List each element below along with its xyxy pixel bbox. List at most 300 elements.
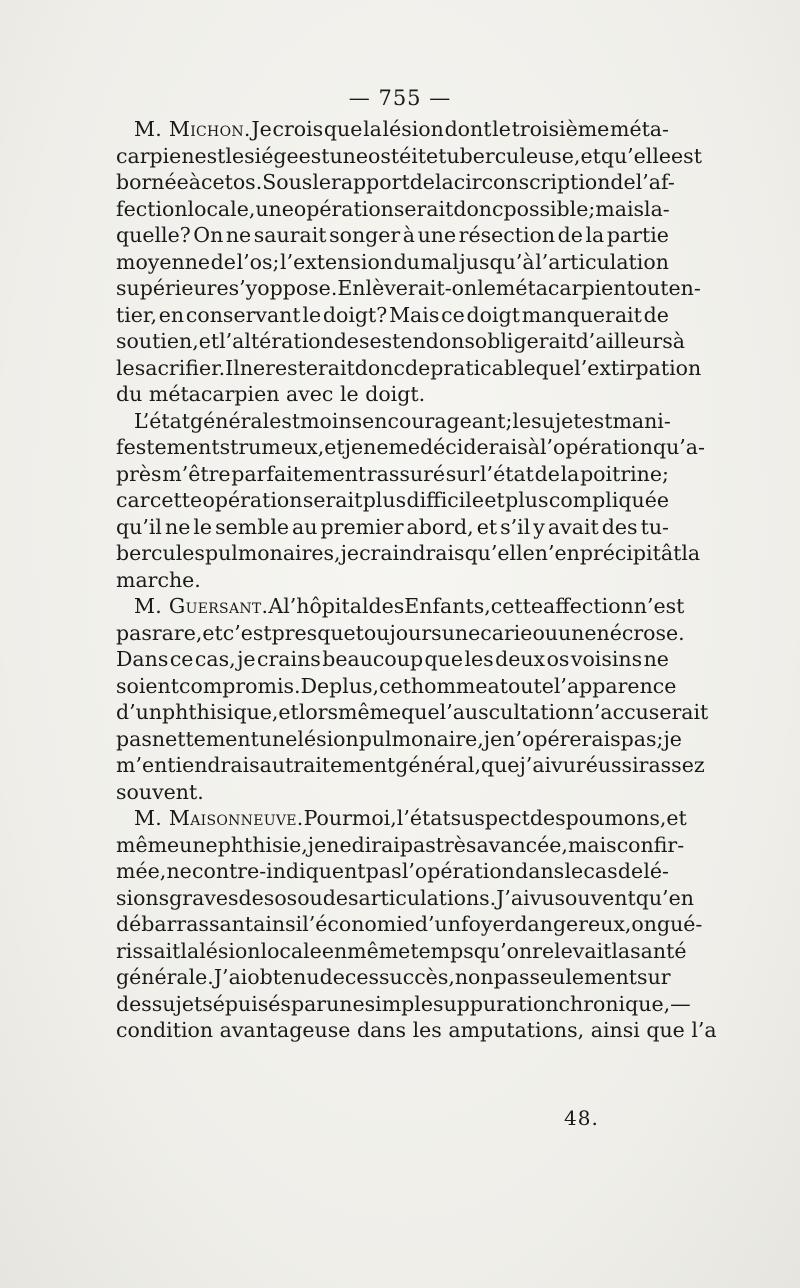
word: doigt. xyxy=(365,382,426,406)
word: foyer xyxy=(460,912,515,936)
text-line xyxy=(116,514,669,541)
word: que xyxy=(424,647,463,671)
word: rapport xyxy=(331,170,410,194)
word: pulmonaires, xyxy=(204,541,341,565)
word: des xyxy=(601,514,638,539)
word: sions xyxy=(116,885,170,910)
word: vu xyxy=(529,885,555,910)
word: m’en xyxy=(116,753,168,777)
text-line xyxy=(116,275,701,302)
text-line xyxy=(116,143,702,170)
word: songer xyxy=(329,223,401,247)
word: On xyxy=(193,223,224,247)
word: l’a xyxy=(691,1018,717,1042)
word: une xyxy=(258,726,298,751)
word: opération xyxy=(202,488,303,512)
word: une xyxy=(417,223,457,247)
word: premier xyxy=(320,514,404,539)
signature-mark: 48. xyxy=(564,1106,599,1130)
word: que xyxy=(646,1018,685,1042)
word: et xyxy=(580,143,601,168)
word: doigt xyxy=(466,302,520,327)
word: à xyxy=(188,170,201,194)
word: une xyxy=(179,832,218,857)
word: très xyxy=(435,832,477,857)
text-line xyxy=(116,540,701,567)
word: une xyxy=(441,620,481,645)
word: l’extension xyxy=(280,249,393,274)
word: l’articulation xyxy=(535,249,669,274)
word: qu’en xyxy=(635,885,694,910)
word: débarrassant xyxy=(116,912,254,936)
word: craindrais xyxy=(359,541,465,565)
word: le xyxy=(512,408,532,433)
word: la xyxy=(611,938,631,963)
text-line xyxy=(116,381,669,408)
word: locale, xyxy=(187,196,256,221)
word: praticable xyxy=(430,355,536,380)
text-line xyxy=(116,196,669,223)
word: plus, xyxy=(329,673,380,698)
word: siége xyxy=(244,143,299,168)
text-line xyxy=(116,487,669,514)
word: je xyxy=(483,726,503,751)
word: à xyxy=(527,435,540,459)
word: des xyxy=(368,594,405,618)
word: car xyxy=(116,488,150,512)
word: que xyxy=(323,117,363,141)
word: l’auscultation xyxy=(439,700,581,724)
word: dans xyxy=(515,859,565,883)
word: s’y xyxy=(228,276,258,300)
word: la xyxy=(180,938,200,963)
word: qu’on xyxy=(473,938,533,963)
word: d’un xyxy=(414,912,461,936)
word: en xyxy=(158,302,185,327)
word: au xyxy=(259,753,286,777)
word: qu’a- xyxy=(652,435,705,459)
text-line xyxy=(116,328,685,355)
word: avancée, xyxy=(476,832,568,857)
word: oppose. xyxy=(257,276,338,300)
word: traitement xyxy=(285,753,396,777)
word: lé- xyxy=(643,859,669,883)
word: donc xyxy=(354,355,405,380)
word: obtenu xyxy=(247,965,320,989)
text-line xyxy=(116,355,702,382)
word: resterait xyxy=(265,355,355,380)
word: strumeux, xyxy=(219,435,325,459)
word: a xyxy=(487,673,500,698)
word: succès, xyxy=(379,965,455,989)
word: souvent xyxy=(554,885,636,910)
word: métacarpien xyxy=(495,276,627,300)
word: tendons xyxy=(392,329,475,353)
word: Dans xyxy=(116,647,169,671)
paragraph xyxy=(116,593,709,805)
word: ne xyxy=(165,514,191,539)
paragraph xyxy=(116,116,702,408)
word: l’apparence xyxy=(553,673,677,698)
word: partie xyxy=(606,223,669,247)
word: l’opération xyxy=(539,435,653,459)
word: le xyxy=(339,382,359,406)
word: Il xyxy=(225,355,240,380)
word: à xyxy=(402,223,415,247)
word: par xyxy=(290,991,327,1016)
word: os xyxy=(274,885,298,910)
word: que xyxy=(535,355,575,380)
word: qu’il xyxy=(116,514,162,539)
text-line xyxy=(116,938,687,965)
word: lors xyxy=(298,700,339,724)
word: général xyxy=(190,408,270,433)
text-line xyxy=(116,593,685,620)
word: avec xyxy=(285,382,334,406)
word: doigt? xyxy=(322,302,388,327)
word: ou xyxy=(532,620,558,645)
word: troisième xyxy=(511,117,610,141)
word: sur xyxy=(637,965,671,989)
word: dans xyxy=(356,1018,407,1042)
word: la xyxy=(585,223,605,247)
word: le xyxy=(193,514,213,539)
word: phthisie, xyxy=(217,832,308,857)
word: poitrine; xyxy=(580,461,669,486)
word: carie xyxy=(480,620,533,645)
word: lésion xyxy=(382,117,444,141)
word: souvent. xyxy=(116,779,204,804)
word: avait xyxy=(547,514,599,539)
word: — xyxy=(670,991,691,1016)
word: Enlèverait-on xyxy=(337,276,478,300)
word: condition xyxy=(116,1018,214,1042)
word: l’état xyxy=(396,806,451,830)
body-text xyxy=(116,116,717,1044)
word: en- xyxy=(668,276,701,300)
word: locale xyxy=(260,938,322,963)
word: les xyxy=(412,1018,442,1042)
word: cet xyxy=(200,170,233,194)
text-line xyxy=(116,779,669,806)
word: nécrose. xyxy=(596,620,685,645)
word: n’opérerais xyxy=(502,726,621,751)
word: obligerait xyxy=(474,329,576,353)
word: A xyxy=(268,594,284,618)
word: ne xyxy=(363,435,389,459)
word: de xyxy=(210,249,236,274)
text-line xyxy=(116,832,685,859)
text-line xyxy=(116,885,694,912)
word: mais xyxy=(595,196,645,221)
paragraph xyxy=(116,805,717,1044)
word: pulmonaire, xyxy=(358,726,484,751)
word: moins xyxy=(300,408,363,433)
word: ne xyxy=(239,355,266,380)
word: De xyxy=(300,673,330,698)
word: articulations. xyxy=(358,885,497,910)
word: plus xyxy=(362,488,407,512)
word: festement xyxy=(116,435,220,459)
word: y xyxy=(533,514,545,539)
word: de xyxy=(333,329,359,353)
word: Mais xyxy=(389,302,440,327)
word: en xyxy=(321,938,348,963)
text-line xyxy=(116,620,685,647)
word: bornée xyxy=(116,170,189,194)
word: que xyxy=(480,753,520,777)
word: et xyxy=(324,435,345,459)
word: même xyxy=(116,832,180,857)
text-line xyxy=(116,858,669,885)
word: Je xyxy=(251,117,272,141)
word: le xyxy=(312,170,332,194)
word: mée, xyxy=(116,859,167,883)
word: qu’elle xyxy=(600,143,672,168)
word: le xyxy=(564,859,584,883)
word: cas, xyxy=(194,647,236,671)
word: os xyxy=(546,647,570,671)
word: ainsi xyxy=(253,912,303,936)
word: homme xyxy=(410,673,488,698)
word: une xyxy=(329,143,369,168)
speaker-name: M. Guersant. xyxy=(134,594,269,618)
word: cette xyxy=(149,488,203,512)
word: général, xyxy=(395,753,481,777)
word: sur xyxy=(445,461,480,486)
word: J’ai xyxy=(496,885,530,910)
word: de xyxy=(319,965,345,989)
word: serait xyxy=(302,488,363,512)
word: n’en xyxy=(534,541,580,565)
word: mal xyxy=(420,249,459,274)
word: carpien xyxy=(116,143,195,168)
word: fection xyxy=(116,196,188,221)
word: tier, xyxy=(116,302,157,327)
word: l’économie xyxy=(302,912,415,936)
word: sacrifier. xyxy=(134,355,226,380)
word: l’opération xyxy=(401,859,515,883)
word: encourageant; xyxy=(362,408,513,433)
word: de xyxy=(557,223,583,247)
word: pas xyxy=(365,859,402,883)
word: ces xyxy=(344,965,379,989)
word: on xyxy=(631,912,657,936)
word: épuisés xyxy=(212,991,291,1016)
word: est xyxy=(194,143,226,168)
word: la xyxy=(363,117,382,141)
word: rassuré xyxy=(366,461,446,486)
word: je xyxy=(307,832,327,857)
text-line xyxy=(116,408,669,435)
text-line xyxy=(116,911,703,938)
word: réussir xyxy=(575,753,649,777)
word: m’être xyxy=(162,461,231,486)
word: méta- xyxy=(610,117,669,141)
text-line xyxy=(116,673,677,700)
word: moyenne xyxy=(116,249,211,274)
word: poumons, xyxy=(565,806,667,830)
word: amputations, xyxy=(448,1018,585,1042)
word: des xyxy=(322,885,359,910)
word: pas xyxy=(116,620,152,645)
word: de xyxy=(617,859,644,883)
word: soutien, xyxy=(116,329,199,353)
word: des xyxy=(116,991,152,1016)
word: serait xyxy=(393,196,454,221)
word: presque xyxy=(271,620,356,645)
word: circonscription xyxy=(453,170,611,194)
word: déciderais xyxy=(420,435,528,459)
text-line xyxy=(116,964,669,991)
word: le xyxy=(492,117,511,141)
text-line xyxy=(116,752,705,779)
word: s’il xyxy=(500,514,531,539)
word: pas xyxy=(116,726,152,751)
word: abord, xyxy=(406,514,474,539)
word: donc xyxy=(453,196,504,221)
word: jusqu’à xyxy=(459,249,535,274)
word: ne xyxy=(166,859,192,883)
word: je xyxy=(340,541,360,565)
word: je xyxy=(663,726,682,751)
word: même xyxy=(338,700,402,724)
word: seulement xyxy=(529,965,638,989)
word: cette xyxy=(490,594,543,618)
word: confir- xyxy=(616,832,685,857)
word: qu’elle xyxy=(464,541,535,565)
text-line xyxy=(116,461,669,488)
word: d’un xyxy=(116,700,163,724)
word: le xyxy=(302,302,322,327)
word: ce xyxy=(441,302,465,327)
word: bercules xyxy=(116,541,205,565)
word: des xyxy=(529,806,566,830)
word: beaucoup xyxy=(322,647,424,671)
word: de xyxy=(643,302,669,327)
word: tu- xyxy=(640,514,669,539)
word: contre-indiquent xyxy=(192,859,366,883)
word: dont xyxy=(444,117,492,141)
word: du xyxy=(116,382,143,406)
word: et xyxy=(476,514,498,539)
word: avantageuse xyxy=(219,1018,351,1042)
word: affection xyxy=(543,594,634,618)
word: suspect xyxy=(450,806,530,830)
word: lésion xyxy=(199,938,261,963)
word: toujours xyxy=(355,620,442,645)
text-line xyxy=(116,567,669,594)
word: manquerait xyxy=(521,302,642,327)
word: toute xyxy=(499,673,554,698)
word: ne xyxy=(225,223,252,247)
word: près xyxy=(116,461,162,486)
word: tuberculeuse, xyxy=(438,143,581,168)
word: tout xyxy=(626,276,669,300)
word: crains xyxy=(257,647,321,671)
text-line xyxy=(116,116,669,143)
word: Sous xyxy=(262,170,313,194)
text-line xyxy=(116,302,669,329)
word: de xyxy=(534,461,560,486)
word: phthisique, xyxy=(162,700,279,724)
word: moi, xyxy=(351,806,397,830)
word: crois xyxy=(272,117,324,141)
word: rare, xyxy=(151,620,203,645)
word: la- xyxy=(644,196,670,221)
word: vu xyxy=(551,753,576,777)
word: me xyxy=(388,435,421,459)
word: générale. xyxy=(116,965,214,989)
word: cas xyxy=(583,859,618,883)
text-line xyxy=(116,249,669,276)
word: est xyxy=(581,408,613,433)
word: le xyxy=(225,143,245,168)
word: opération xyxy=(293,196,394,221)
word: l’altération xyxy=(219,329,334,353)
speaker-name: M. Maisonneuve. xyxy=(134,806,304,830)
word: métacarpien xyxy=(148,382,280,406)
word: lésion xyxy=(297,726,359,751)
word: chronique, xyxy=(558,991,671,1016)
word: supérieure xyxy=(116,276,229,300)
word: sujets xyxy=(151,991,213,1016)
word: à xyxy=(672,329,685,353)
word: une xyxy=(326,991,365,1016)
word: du xyxy=(393,249,420,274)
word: l’af- xyxy=(635,170,675,194)
word: et xyxy=(666,806,687,830)
word: possible; xyxy=(503,196,596,221)
word: J’ai xyxy=(213,965,248,989)
word: de xyxy=(404,355,431,380)
word: mani- xyxy=(612,408,671,433)
word: au xyxy=(292,514,318,539)
word: une xyxy=(557,620,597,645)
word: je xyxy=(344,435,364,459)
word: ce xyxy=(169,647,194,671)
word: conservant xyxy=(185,302,301,327)
word: semble xyxy=(215,514,290,539)
word: graves xyxy=(169,885,239,910)
text-line xyxy=(116,222,669,249)
text-line xyxy=(116,169,675,196)
word: une xyxy=(255,196,294,221)
word: santé xyxy=(630,938,687,963)
word: compliquée xyxy=(548,488,669,512)
word: le xyxy=(116,355,135,380)
word: soient xyxy=(116,673,179,698)
word: nettement xyxy=(151,726,259,751)
word: plus xyxy=(505,488,549,512)
word: ou xyxy=(297,885,323,910)
word: ostéite xyxy=(368,143,439,168)
text-line xyxy=(116,991,691,1018)
word: c’est xyxy=(222,620,272,645)
word: l’état xyxy=(480,461,534,486)
word: parfaitement xyxy=(231,461,367,486)
word: suppuration xyxy=(432,991,559,1016)
speaker-name: M. Michon. xyxy=(134,117,251,141)
word: la xyxy=(681,541,701,565)
word: dirai xyxy=(351,832,400,857)
word: voisins xyxy=(570,647,643,671)
word: je xyxy=(237,647,256,671)
word: pas; xyxy=(620,726,664,751)
word: et xyxy=(484,488,505,512)
word: l’os; xyxy=(236,249,280,274)
page-number: — 755 — xyxy=(348,86,452,110)
